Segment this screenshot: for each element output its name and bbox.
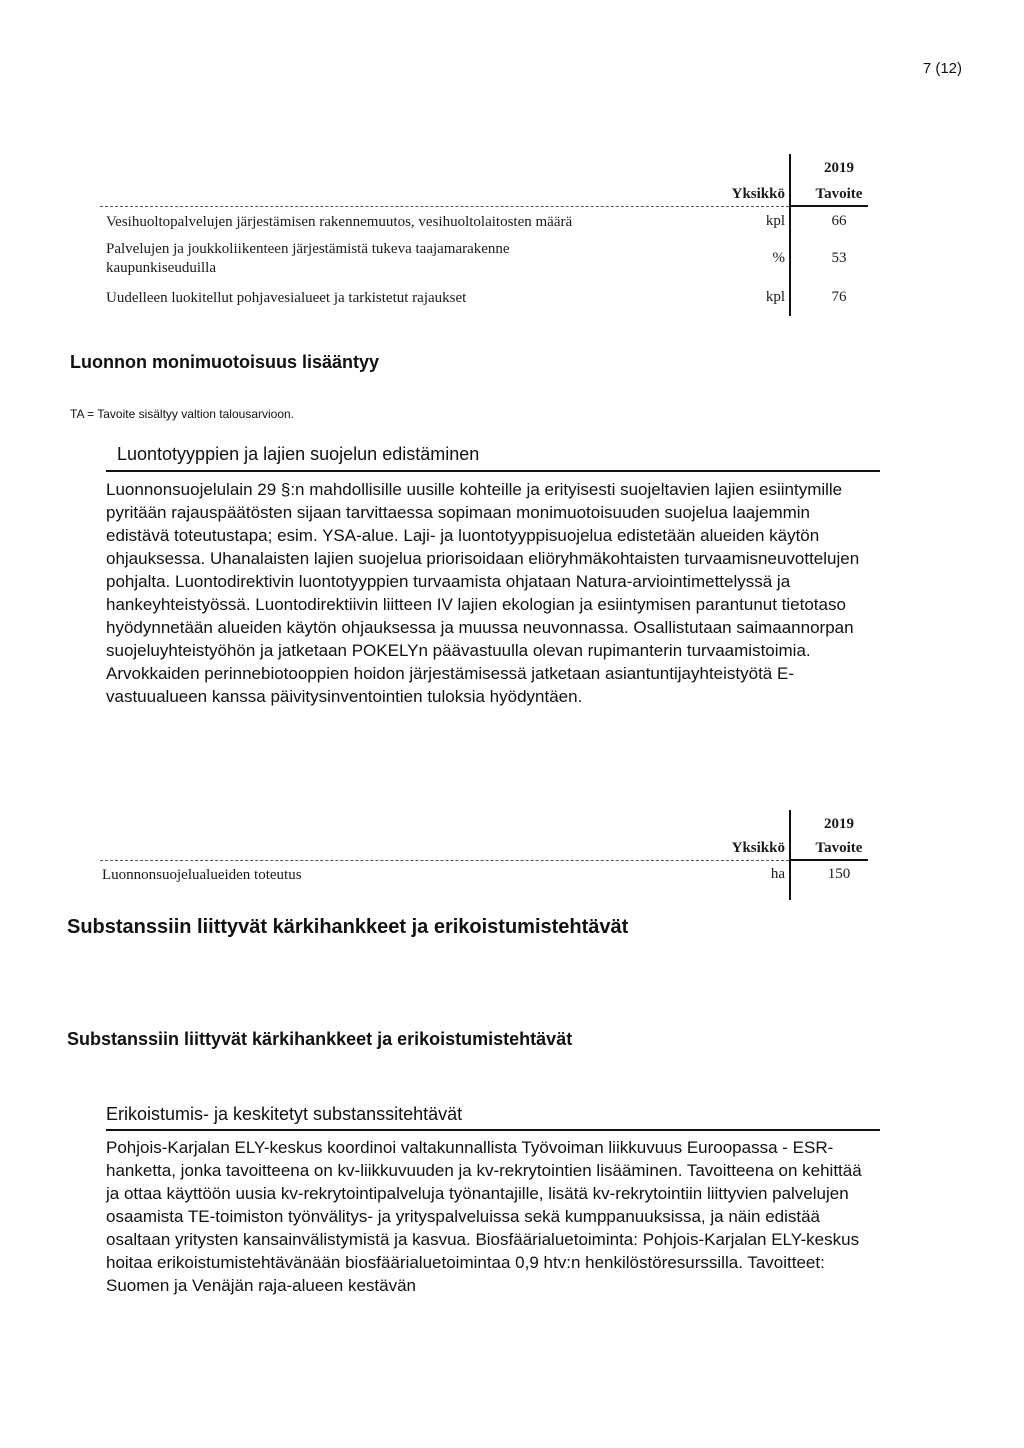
table-row-unit: ha <box>770 866 785 882</box>
table-row-label: Uudelleen luokitellut pohjavesialueet ja tarkistetut rajaukset <box>106 290 467 306</box>
table-row-unit: % <box>772 250 785 266</box>
section-title: Luontotyyppien ja lajien suojelun edistäminen <box>117 444 480 464</box>
table-rule <box>100 860 789 861</box>
table-row-label: Luonnonsuojelualueiden toteutus <box>102 867 302 883</box>
unit-header: Yksikkö <box>731 840 785 856</box>
heading-biodiversity: Luonnon monimuotoisuus lisääntyy <box>70 352 380 372</box>
year-header: 2019 <box>824 160 854 176</box>
table-rule <box>789 859 868 861</box>
section-rule <box>106 470 880 472</box>
table-row-value: 66 <box>831 213 847 229</box>
year-header: 2019 <box>824 816 854 832</box>
table-divider <box>789 154 791 316</box>
heading-substance: Substanssiin liittyvät kärkihankkeet ja erikoistumistehtävät <box>67 916 629 938</box>
section-rule <box>106 1129 880 1131</box>
section-body <box>106 478 866 708</box>
table-row-value: 53 <box>831 250 847 266</box>
body-paragraph: Luonnonsuojelulain 29 §:n mahdollisille uusille kohteille ja erityisesti suojeltavien lajien esiintymille pyritään rajauspäätösten sijaan tarvittaessa sopimaan monimuotoisuuden suojelua laajemmin edistävä toteutustapa; esim. YSA-alue. Laji- ja luontotyyppisuojelua edistetään alueiden käytön ohjauksessa. Uhanalaisten lajien suojelua priorisoidaan eliöryhmäkohtaisten turvaamisneuvottelujen pohjalta. Luontodirektivin luontotyyppien turvaamista ohjataan Natura-arviointimettelyssä ja hankeyhteistyössä. Luontodirektiivin liitteen IV lajien ekologian ja esiintymisen parantunut tietotaso hyödynnetään alueiden käytön ohjauksessa ja muussa neuvonnassa. Osallistutaan saimaannorpan suojeluyhteistyöhön ja jatketaan POKELYn päävastuulla olevan rupimanterin turvaamistoimia. Arvokkaiden perinnebiotooppien hoidon järjestämisessä jatketaan asiantuntijayhteistyötä E-vastuualueen kanssa päivitysinventointien tuloksia hyödyntäen. <box>106 480 860 706</box>
table-rule <box>100 206 789 207</box>
table-row-label: Palvelujen ja joukkoliikenteen järjestämistä tukeva taajamarakenne kaupunkiseuduilla <box>106 241 510 276</box>
ta-note: TA = Tavoite sisältyy valtion talousarvioon. <box>70 407 295 421</box>
target-header: Tavoite <box>815 840 863 856</box>
section-body <box>106 1136 876 1297</box>
table-row-value: 150 <box>827 866 851 882</box>
unit-header: Yksikkö <box>731 186 785 202</box>
table-divider <box>789 810 791 900</box>
target-header: Tavoite <box>815 186 863 202</box>
table-row-label: Vesihuoltopalvelujen järjestämisen rakennemuutos, vesihuoltolaitosten määrä <box>106 214 573 230</box>
table-rule <box>789 205 868 207</box>
body-paragraph: Pohjois-Karjalan ELY-keskus koordinoi valtakunnallista Työvoiman liikkuvuus Euroopassa - ESR-hanketta, jonka tavoitteena on kv-liikkuvuuden ja kv-rekrytointien lisääminen. Tavoitteena on kehittää ja ottaa käyttöön uusia kv-rekrytointipalveluja työnantajille, lisätä kv-rekrytointiin liittyvien palvelujen osaamista TE-toimiston työnvälitys- ja yrityspalveluissa sekä kumppanuuksissa, ja näin edistää osaltaan yritysten kansainvälistymistä ja kasvua. Biosfäärialuetoiminta: Pohjois-Karjalan ELY-keskus hoitaa erikoistumistehtävänään biosfäärialuetoimintaa 0,9 htv:n henkilöstöresurssilla. Tavoitteet: Suomen ja Venäjän raja-alueen kestävän <box>106 1138 862 1295</box>
table-row-unit: kpl <box>765 289 785 305</box>
page-number: 7 (12) <box>922 60 962 77</box>
table-row-value: 76 <box>831 289 847 305</box>
heading-substance: Substanssiin liittyvät kärkihankkeet ja erikoistumistehtävät <box>67 1029 573 1049</box>
section-title: Erikoistumis- ja keskitetyt substanssitehtävät <box>106 1104 463 1124</box>
table-row-unit: kpl <box>765 213 785 229</box>
